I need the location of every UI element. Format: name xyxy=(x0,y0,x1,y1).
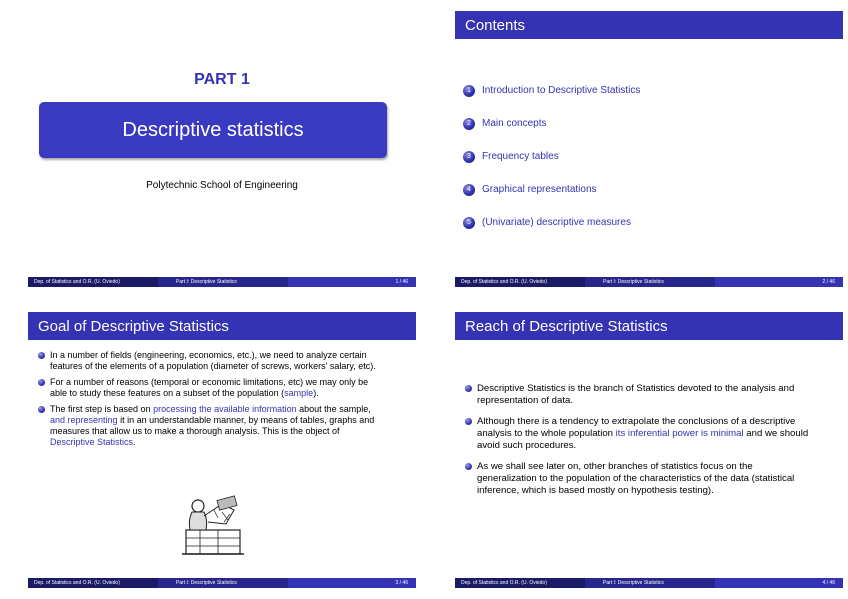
bullet-item xyxy=(463,383,813,407)
slide-header: Goal of Descriptive Statistics xyxy=(28,312,416,340)
bullet-item xyxy=(463,416,813,452)
bullet-text: As we shall see later on, other branches of statistics focus on the generalization to the population of the characteristics of the data (statistical inference, which is based mostly on hypothesis testing). xyxy=(477,461,795,496)
toc-item[interactable] xyxy=(463,74,833,107)
toc-item[interactable] xyxy=(463,140,833,173)
footer-center: Part I: Descriptive Statistics xyxy=(158,578,288,588)
footer-left: Dep. of Statistics and O.R. (U. Oviedo) xyxy=(28,578,158,588)
bullet-icon xyxy=(465,385,472,392)
highlight-text: Descriptive Statistics xyxy=(50,437,134,447)
title-box: Descriptive statistics xyxy=(39,102,387,158)
statistician-clipart xyxy=(178,490,248,560)
bullet-text: Descriptive Statistics is the branch of Statistics devoted to the analysis and representation of data. xyxy=(477,383,795,406)
toc-item-label: Main concepts xyxy=(482,118,547,129)
school-name: Polytechnic School of Engineering xyxy=(146,180,298,191)
number-ball-icon: 4 xyxy=(463,184,475,196)
bullet-item xyxy=(36,404,386,448)
bullet-text: The first step is based on xyxy=(50,404,154,414)
bullet-icon xyxy=(38,379,45,386)
slide-footer xyxy=(28,277,416,287)
bullet-text: and we should avoid such procedures. xyxy=(477,428,809,451)
bullet-icon xyxy=(465,463,472,470)
footer-center: Part I: Descriptive Statistics xyxy=(585,277,715,287)
bullet-text: Although there is a tendency to extrapolate the conclusions of a descriptive analysis to the whole population xyxy=(477,416,796,439)
bullet-item xyxy=(463,461,813,497)
toc-item[interactable] xyxy=(463,206,833,239)
slide-header: Reach of Descriptive Statistics xyxy=(455,312,843,340)
bullet-list xyxy=(36,350,386,453)
toc-item-label: Graphical representations xyxy=(482,184,597,195)
toc-item-label: Frequency tables xyxy=(482,151,559,162)
bullet-text: it in an understandable manner, by means of tables, graphs and measures that allow us to make a thorough analysis. This is the object of xyxy=(50,415,375,436)
highlight-text: its inferential power is minimal xyxy=(615,428,744,439)
slide-header: Contents xyxy=(455,11,843,39)
footer-center: Part I: Descriptive Statistics xyxy=(585,578,715,588)
slide-3 xyxy=(28,312,416,588)
slide-footer xyxy=(455,277,843,287)
number-ball-icon: 1 xyxy=(463,85,475,97)
number-ball-icon: 2 xyxy=(463,118,475,130)
footer-page: 1 / 46 xyxy=(288,277,416,287)
bullet-text: For a number of reasons (temporal or economic limitations, etc) we may only be able to study these features on a subset of the population ( xyxy=(50,377,369,398)
bullet-icon xyxy=(38,352,45,359)
bullet-list xyxy=(463,383,813,506)
footer-left: Dep. of Statistics and O.R. (U. Oviedo) xyxy=(455,578,585,588)
toc-item-label: Introduction to Descriptive Statistics xyxy=(482,85,641,96)
bullet-text: In a number of fields (engineering, economics, etc.), we need to analyze certain features of the elements of a population (diameter of screws, workers' salary, etc). xyxy=(50,350,376,371)
footer-page: 2 / 46 xyxy=(715,277,843,287)
bullet-icon xyxy=(465,418,472,425)
toc-item-label: (Univariate) descriptive measures xyxy=(482,217,631,228)
highlight-text: sample xyxy=(284,388,314,398)
bullet-item xyxy=(36,350,386,372)
bullet-text: ). xyxy=(313,388,319,398)
highlight-text: and representing xyxy=(50,415,118,425)
footer-center: Part I: Descriptive Statistics xyxy=(158,277,288,287)
bullet-item xyxy=(36,377,386,399)
toc-item[interactable] xyxy=(463,107,833,140)
footer-left: Dep. of Statistics and O.R. (U. Oviedo) xyxy=(28,277,158,287)
number-ball-icon: 3 xyxy=(463,151,475,163)
number-ball-icon: 5 xyxy=(463,217,475,229)
slide-footer xyxy=(28,578,416,588)
bullet-text: about the sample, xyxy=(296,404,371,414)
slide-2 xyxy=(455,11,843,287)
part-label: PART 1 xyxy=(194,71,250,88)
contents-list xyxy=(463,74,833,239)
bullet-text: . xyxy=(133,437,136,447)
footer-page: 4 / 46 xyxy=(715,578,843,588)
highlight-text: processing the available information xyxy=(153,404,297,414)
footer-left: Dep. of Statistics and O.R. (U. Oviedo) xyxy=(455,277,585,287)
slide-4 xyxy=(455,312,843,588)
footer-page: 3 / 46 xyxy=(288,578,416,588)
slide-footer xyxy=(455,578,843,588)
toc-item[interactable] xyxy=(463,173,833,206)
bullet-icon xyxy=(38,406,45,413)
slide-1 xyxy=(28,11,416,287)
